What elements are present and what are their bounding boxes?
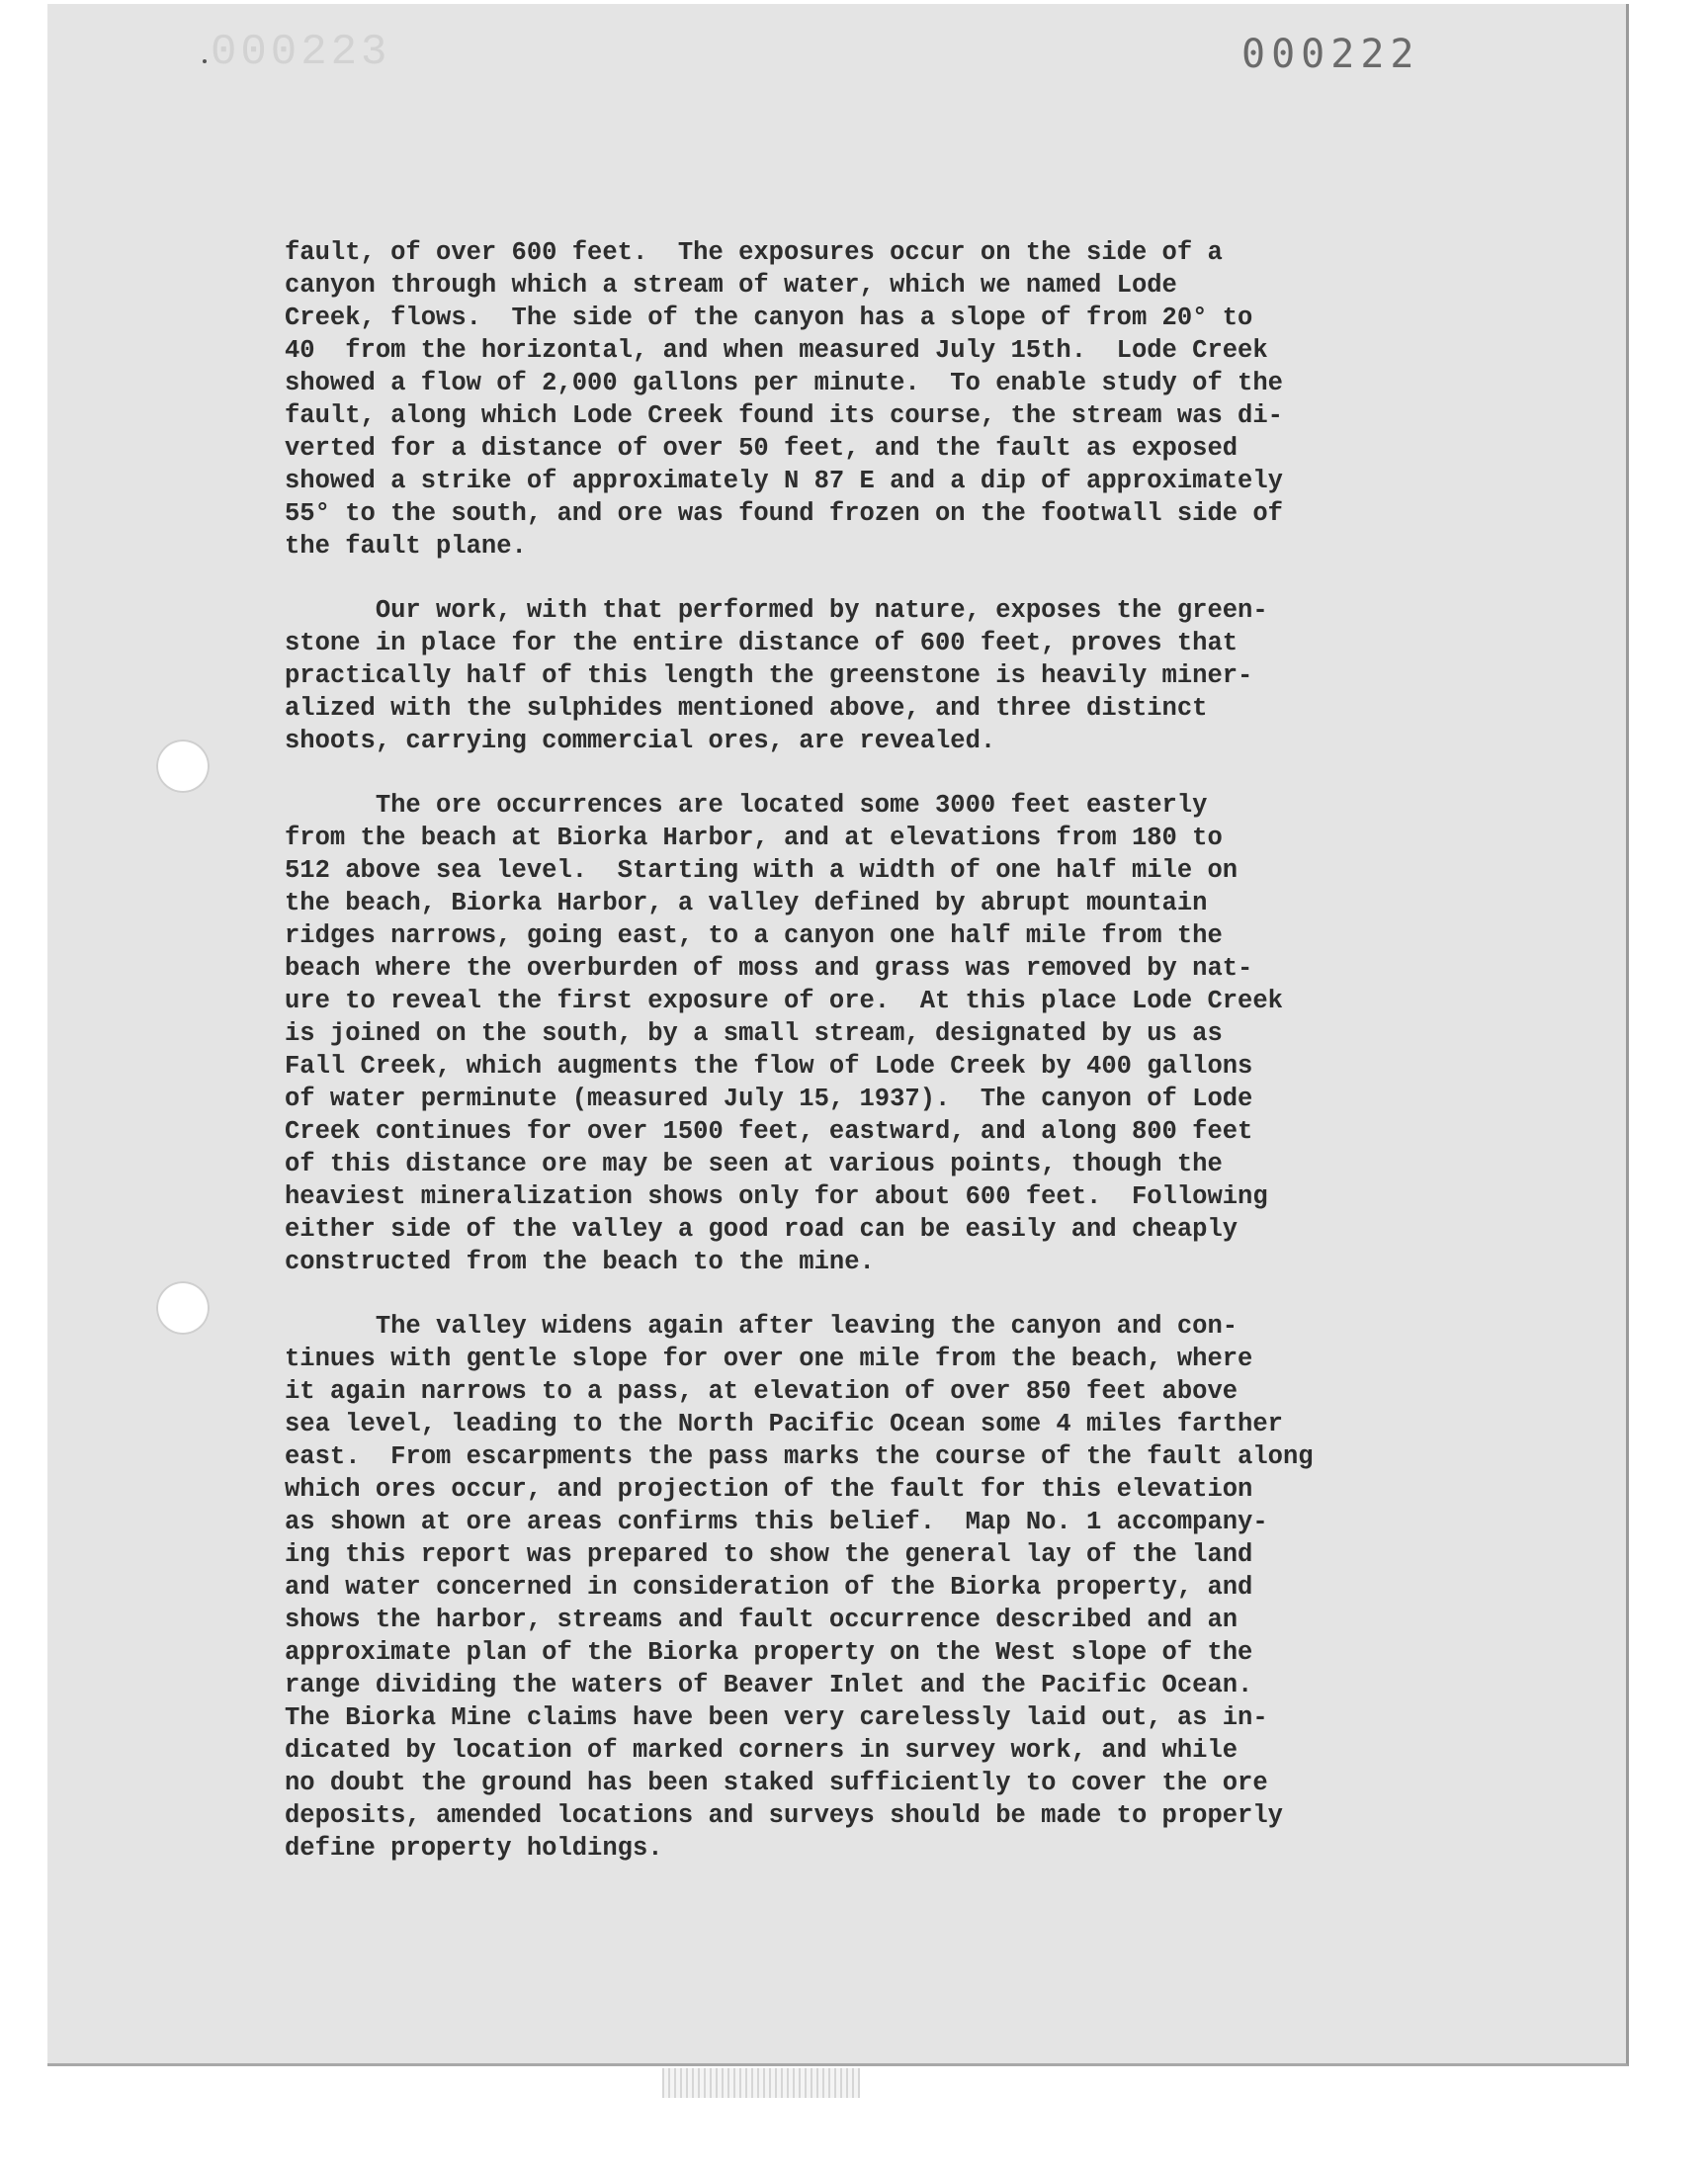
text-line: range dividing the waters of Beaver Inlet and the Pacific Ocean. bbox=[285, 1671, 1253, 1699]
text-line: canyon through which a stream of water, which we named Lode bbox=[285, 271, 1177, 300]
text-line: deposits, amended locations and surveys should be made to properly bbox=[285, 1801, 1283, 1830]
text-line: showed a strike of approximately N 87 E and a dip of approximately bbox=[285, 467, 1283, 495]
text-line: tinues with gentle slope for over one mile from the beach, where bbox=[285, 1345, 1253, 1373]
text-line: as shown at ore areas confirms this belief. Map No. 1 accompany- bbox=[285, 1508, 1268, 1536]
text-line: heaviest mineralization shows only for about 600 feet. Following bbox=[285, 1182, 1268, 1211]
text-line: Creek, flows. The side of the canyon has a slope of from 20° to bbox=[285, 304, 1253, 332]
text-line: of this distance ore may be seen at various points, though the bbox=[285, 1150, 1223, 1178]
text-line: 40 from the horizontal, and when measured July 15th. Lode Creek bbox=[285, 336, 1268, 365]
text-line: and water concerned in consideration of the Biorka property, and bbox=[285, 1573, 1253, 1602]
paragraph-3 bbox=[285, 789, 1500, 1278]
text-line: it again narrows to a pass, at elevation of over 850 feet above bbox=[285, 1377, 1238, 1406]
text-line: Creek continues for over 1500 feet, eastward, and along 800 feet bbox=[285, 1117, 1253, 1146]
scan-artifact-bar bbox=[662, 2068, 860, 2098]
speck bbox=[203, 59, 207, 63]
text-line: is joined on the south, by a small stream, designated by us as bbox=[285, 1019, 1223, 1048]
text-line: shows the harbor, streams and fault occurrence described and an bbox=[285, 1606, 1238, 1634]
punch-hole-top bbox=[156, 740, 210, 793]
typed-body-text bbox=[285, 236, 1500, 1896]
text-line: ridges narrows, going east, to a canyon one half mile from the bbox=[285, 921, 1223, 950]
text-line: The ore occurrences are located some 3000 feet easterly bbox=[285, 791, 1208, 820]
bleed-through-number: 000223 bbox=[211, 28, 391, 77]
paragraph-1 bbox=[285, 236, 1500, 563]
text-line: 512 above sea level. Starting with a width of one half mile on bbox=[285, 856, 1238, 885]
text-line: stone in place for the entire distance of 600 feet, proves that bbox=[285, 629, 1238, 657]
text-line: verted for a distance of over 50 feet, and the fault as exposed bbox=[285, 434, 1238, 463]
text-line: Fall Creek, which augments the flow of Lode Creek by 400 gallons bbox=[285, 1052, 1253, 1081]
text-line: showed a flow of 2,000 gallons per minute. To enable study of the bbox=[285, 369, 1283, 397]
text-line: shoots, carrying commercial ores, are revealed. bbox=[285, 727, 996, 755]
text-line: The valley widens again after leaving the canyon and con- bbox=[285, 1312, 1238, 1341]
text-line: either side of the valley a good road can be easily and cheaply bbox=[285, 1215, 1238, 1244]
text-line: approximate plan of the Biorka property on the West slope of the bbox=[285, 1638, 1253, 1667]
text-line: define property holdings. bbox=[285, 1834, 663, 1863]
punch-hole-bottom bbox=[156, 1281, 210, 1335]
paragraph-4 bbox=[285, 1310, 1500, 1865]
text-line: which ores occur, and projection of the fault for this elevation bbox=[285, 1475, 1253, 1504]
paragraph-2 bbox=[285, 594, 1500, 757]
text-line: beach where the overburden of moss and grass was removed by nat- bbox=[285, 954, 1253, 983]
text-line: constructed from the beach to the mine. bbox=[285, 1248, 875, 1276]
text-line: of water perminute (measured July 15, 1937). The canyon of Lode bbox=[285, 1085, 1253, 1113]
text-line: dicated by location of marked corners in survey work, and while bbox=[285, 1736, 1238, 1765]
text-line: the fault plane. bbox=[285, 532, 527, 561]
text-line: practically half of this length the greenstone is heavily miner- bbox=[285, 661, 1253, 690]
text-line: the beach, Biorka Harbor, a valley defined by abrupt mountain bbox=[285, 889, 1208, 917]
text-line: fault, along which Lode Creek found its course, the stream was di- bbox=[285, 401, 1283, 430]
text-line: 55° to the south, and ore was found frozen on the footwall side of bbox=[285, 499, 1283, 528]
text-line: from the beach at Biorka Harbor, and at elevations from 180 to bbox=[285, 824, 1223, 852]
page-number: 000222 bbox=[1241, 32, 1420, 77]
text-line: The Biorka Mine claims have been very carelessly laid out, as in- bbox=[285, 1703, 1268, 1732]
text-line: ure to reveal the first exposure of ore. At this place Lode Creek bbox=[285, 987, 1283, 1015]
text-line: fault, of over 600 feet. The exposures occur on the side of a bbox=[285, 238, 1223, 267]
text-line: alized with the sulphides mentioned above, and three distinct bbox=[285, 694, 1208, 723]
text-line: no doubt the ground has been staked sufficiently to cover the ore bbox=[285, 1769, 1268, 1797]
text-line: ing this report was prepared to show the general lay of the land bbox=[285, 1540, 1253, 1569]
text-line: sea level, leading to the North Pacific Ocean some 4 miles farther bbox=[285, 1410, 1283, 1438]
text-line: east. From escarpments the pass marks the course of the fault along bbox=[285, 1442, 1314, 1471]
document-page bbox=[47, 4, 1629, 2066]
text-line: Our work, with that performed by nature, exposes the green- bbox=[285, 596, 1268, 625]
